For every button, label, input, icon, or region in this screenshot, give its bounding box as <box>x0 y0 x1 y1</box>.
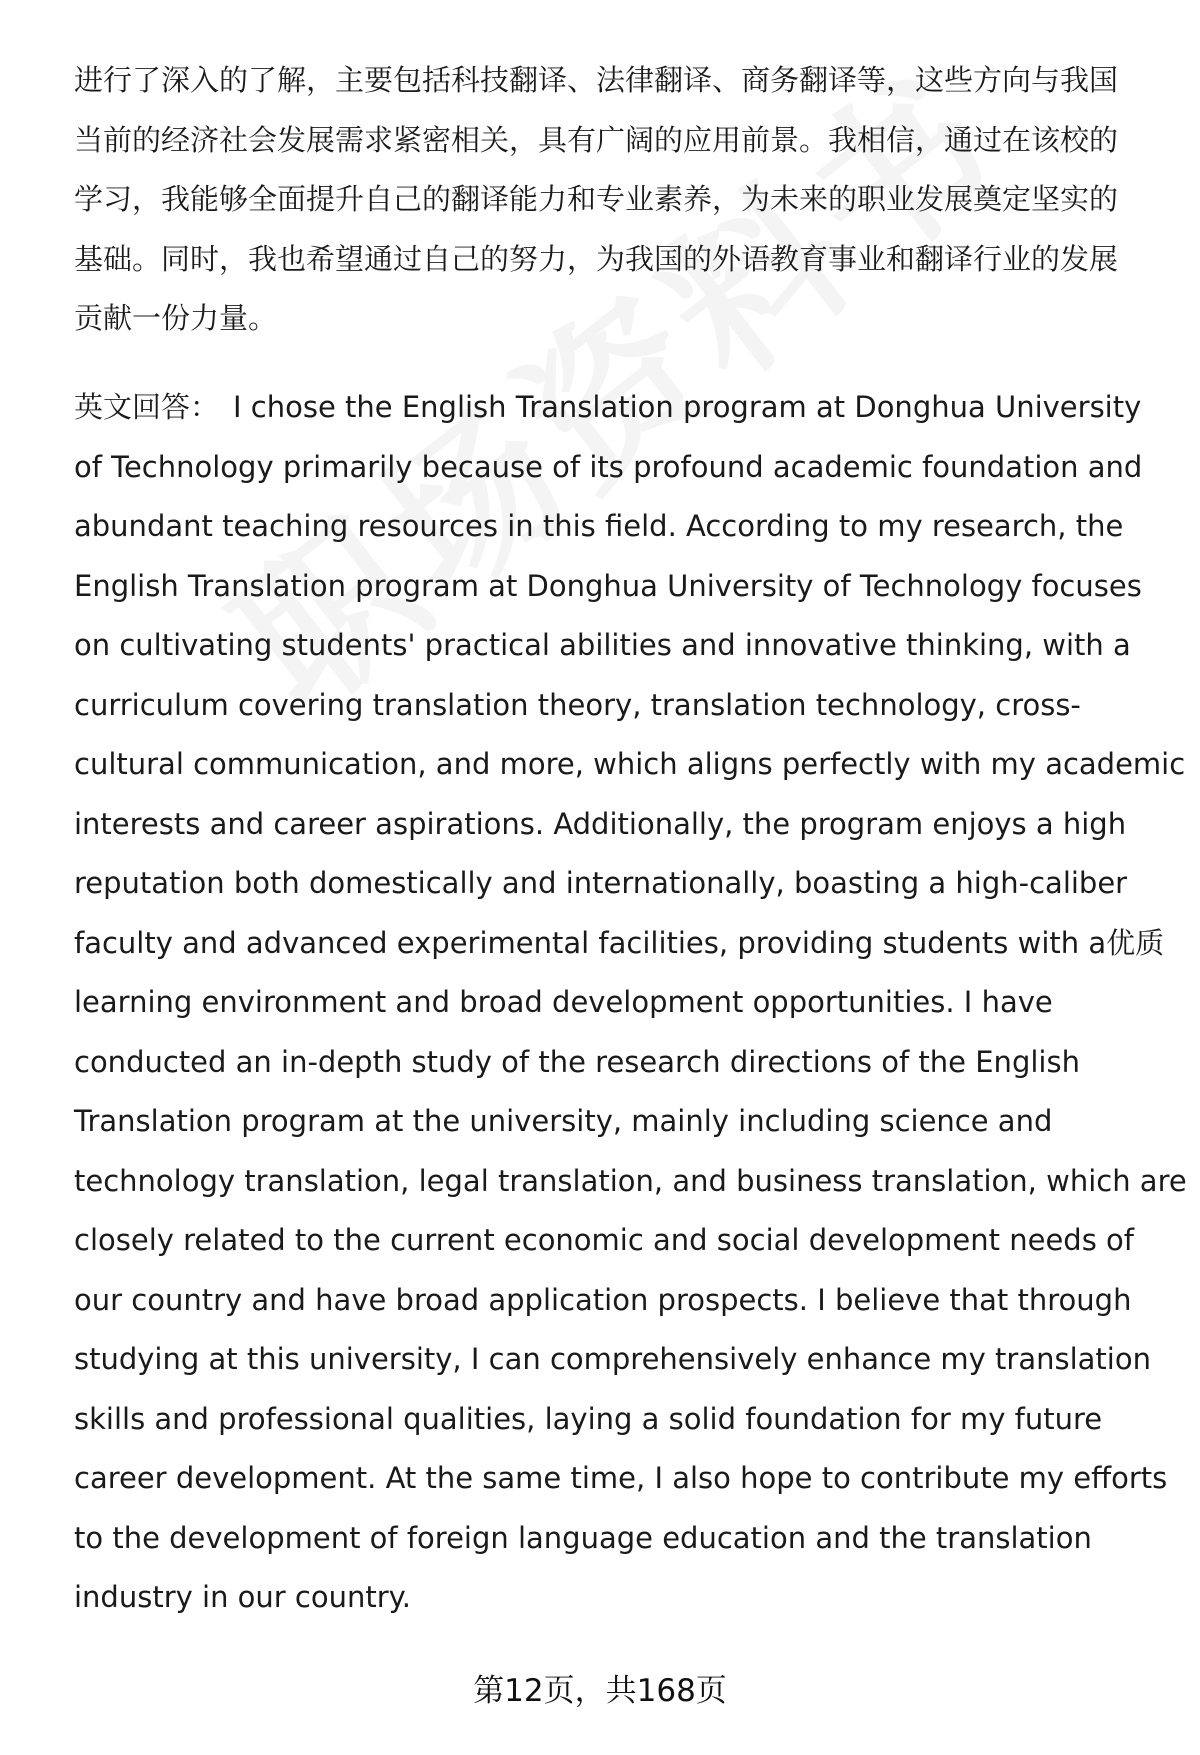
text-line: English Translation program at Donghua University of Technology focuses <box>74 568 1142 603</box>
text-line: curriculum covering translation theory, translation technology, cross- <box>74 687 1081 722</box>
text-line: technology translation, legal translation, and business translation, which are <box>74 1163 1187 1198</box>
chinese-paragraph <box>74 51 1156 349</box>
english-paragraph <box>74 378 1187 1628</box>
text-line: conducted an in-depth study of the research directions of the English <box>74 1044 1080 1079</box>
text-line: cultural communication, and more, which aligns perfectly with my academic <box>74 747 1186 781</box>
text-line: studying at this university, I can comprehensively enhance my translation <box>74 1342 1151 1376</box>
text-line: reputation both domestically and internationally, boasting a high-caliber <box>74 866 1128 900</box>
text-line: Translation program at the university, mainly including science and <box>74 1104 1053 1138</box>
text-line: closely related to the current economic and social development needs of <box>74 1223 1134 1257</box>
text-line: skills and professional qualities, laying a solid foundation for my future <box>74 1401 1103 1436</box>
text-line: interests and career aspirations. Additionally, the program enjoys a high <box>74 806 1127 841</box>
text-line: 进行了深入的了解，主要包括科技翻译、法律翻译、商务翻译等，这些方向与我国 <box>74 63 1119 97</box>
first-line-text: I chose the English Translation program at Donghua University <box>233 390 1142 424</box>
text-line-first <box>74 378 1156 438</box>
page-number-footer: 第12页，共168页 <box>473 1673 727 1709</box>
text-line: to the development of foreign language education and the translation <box>74 1520 1092 1555</box>
text-line: 贡献一份力量。 <box>74 301 278 335</box>
text-line: abundant teaching resources in this field. According to my research, the <box>74 509 1124 543</box>
text-line: 当前的经济社会发展需求紧密相关，具有广阔的应用前景。我相信，通过在该校的 <box>74 122 1119 157</box>
text-line: our country and have broad application prospects. I believe that through <box>74 1282 1132 1317</box>
text-line: learning environment and broad development opportunities. I have <box>74 985 1053 1019</box>
text-line: 基础。同时，我也希望通过自己的努力，为我国的外语教育事业和翻译行业的发展 <box>74 241 1119 276</box>
text-line: industry in our country. <box>74 1580 411 1614</box>
text-line: faculty and advanced experimental facilities, providing students with a优质 <box>74 925 1165 960</box>
text-line: 学习，我能够全面提升自己的翻译能力和专业素养，为未来的职业发展奠定坚实的 <box>74 182 1119 216</box>
text-line: on cultivating students' practical abilities and innovative thinking, with a <box>74 628 1131 662</box>
answer-label: 英文回答： <box>74 390 220 424</box>
text-line: of Technology primarily because of its profound academic foundation and <box>74 449 1143 484</box>
text-line: career development. At the same time, I also hope to contribute my efforts <box>74 1461 1168 1495</box>
